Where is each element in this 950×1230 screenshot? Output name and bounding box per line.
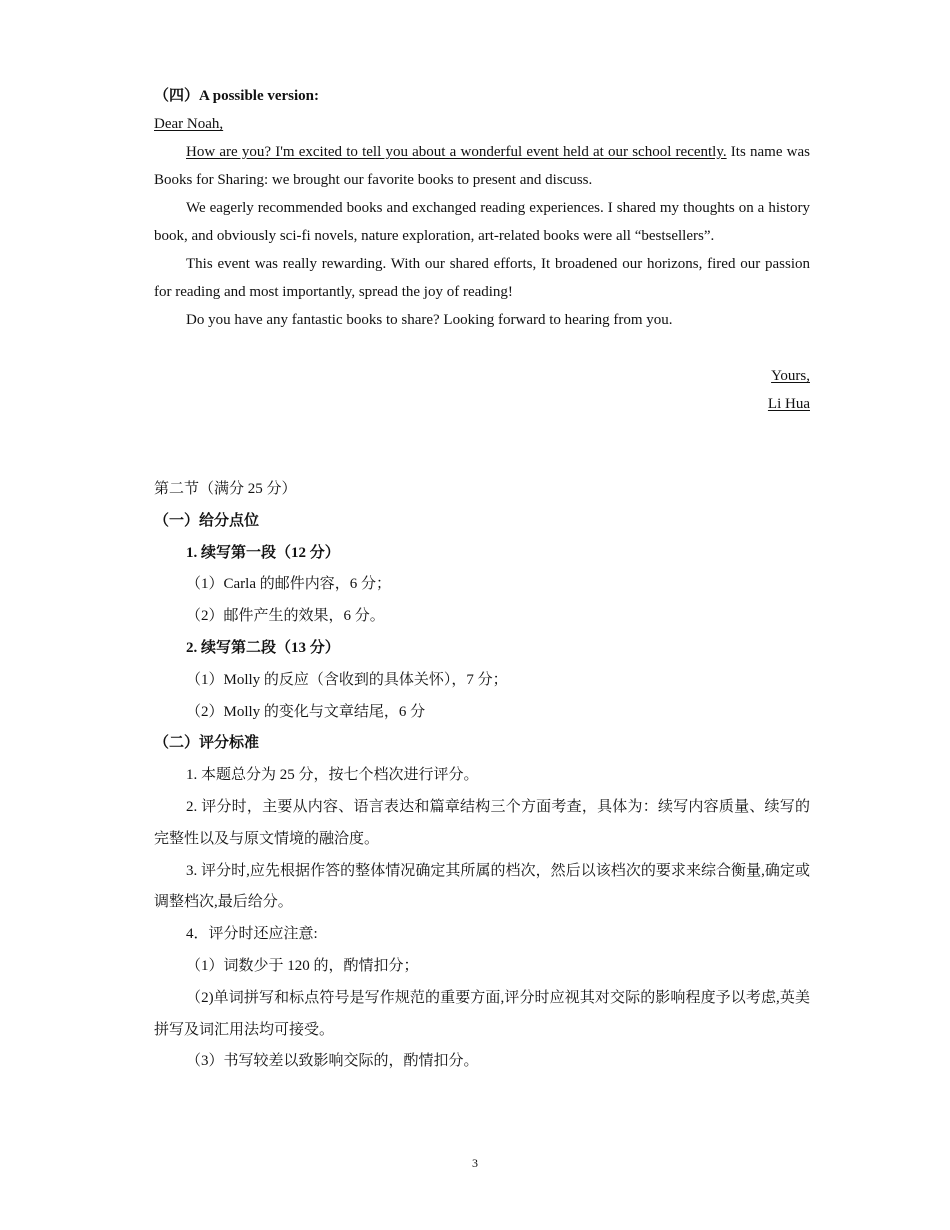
document-page (154, 82, 810, 1078)
criteria-4-item-3: （3）书写较差以致影响交际的，酌情扣分。 (186, 1053, 479, 1070)
criteria-4-item-1: （1）词数少于 120 的，酌情扣分； (186, 957, 419, 974)
version-heading: （四）A possible version: (154, 88, 320, 104)
blank-line (154, 334, 810, 362)
letter-signature: Li Hua (767, 396, 810, 412)
paragraph-2-heading: 2. 续写第二段（13 分） (186, 639, 340, 656)
paragraph-1-item-1: （1）Carla 的邮件内容，6 分； (186, 576, 391, 593)
letter-opening-underlined: How are you? I'm excited to tell you about a wonderful event held at our school recently. (186, 144, 727, 160)
paragraph-1-heading: 1. 续写第一段（12 分） (186, 544, 340, 561)
criteria-2: 2. 评分时，主要从内容、语言表达和篇章结构三个方面考查，具体为：续写内容质量、续写的完整性以及与原文情境的融洽度。 (154, 798, 810, 847)
section-title: 第二节（满分 25 分） (154, 481, 297, 497)
letter-opening-rest: Its name was Books for Sharing: we brought our favorite books to present and discuss. (154, 144, 810, 188)
paragraph-1-item-2: （2）邮件产生的效果，6 分。 (186, 608, 385, 625)
criteria-3: 3. 评分时,应先根据作答的整体情况确定其所属的档次，然后以该档次的要求来综合衡量,确定或调整档次,最后给分。 (154, 862, 810, 911)
paragraph-2-item-1: （1）Molly 的反应（含收到的具体关怀），7 分； (186, 671, 508, 688)
scoring-points-heading: （一）给分点位 (154, 512, 260, 529)
criteria-1: 1. 本题总分为 25 分，按七个档次进行评分。 (186, 767, 479, 784)
letter-closing: Yours, (771, 368, 810, 384)
paragraph-2-item-2: （2）Molly 的变化与文章结尾，6 分 (186, 703, 426, 720)
letter-salutation: Dear Noah, (154, 116, 224, 132)
criteria-4-item-2: （2)单词拼写和标点符号是写作规范的重要方面,评分时应视其对交际的影响程度予以考虑,英美拼写及词汇用法均可接受。 (154, 989, 810, 1038)
letter-paragraph-2: We eagerly recommended books and exchanged reading experiences. I shared my thoughts on a history book, and obviously sci-fi novels, nature exploration, art-related books were all “bestsellers”. (154, 200, 810, 244)
letter-paragraph-3: This event was really rewarding. With our shared efforts, It broadened our horizons, fired our passion for reading and most importantly, spread the joy of reading! (154, 256, 810, 300)
criteria-heading: （二）评分标准 (154, 735, 260, 752)
spacer (154, 418, 810, 474)
page-number: 3 (472, 1156, 478, 1170)
letter-paragraph-1 (154, 138, 810, 194)
criteria-4: 4．评分时还应注意: (186, 926, 318, 943)
letter-paragraph-4: Do you have any fantastic books to share? Looking forward to hearing from you. (186, 312, 673, 328)
